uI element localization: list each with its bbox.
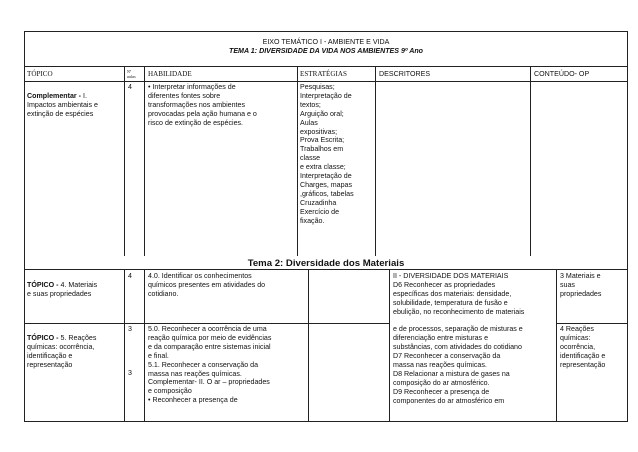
descritor-line: solubilidade, temperatura de fusão e bbox=[393, 299, 508, 307]
descritor-line: substâncias, com atividades do cotidiano bbox=[393, 343, 522, 351]
row3-topico bbox=[27, 325, 123, 370]
header-tema-title: TEMA 1: DIVERSIDADE DA VIDA NOS AMBIENTES 9º Ano bbox=[228, 47, 423, 55]
descritor-line: e de processos, separação de misturas e bbox=[393, 325, 523, 333]
row2-aulas: 4 bbox=[128, 272, 132, 280]
row3-aulas-second: 3 bbox=[128, 369, 132, 377]
header-bottom-border bbox=[24, 66, 628, 67]
row1-topico-text: I. Impactos ambientais e extinção de espécies bbox=[27, 91, 98, 118]
descritor-line: composição do ar atmosférico. bbox=[393, 379, 490, 387]
col-divider-2 bbox=[144, 66, 145, 256]
col-header-aulas: aulas bbox=[127, 74, 136, 79]
columns-bottom-border bbox=[24, 81, 628, 82]
lower-divider-5 bbox=[556, 269, 557, 422]
row2-bottom-border bbox=[24, 323, 389, 324]
lower-divider-2 bbox=[144, 269, 145, 422]
table-bottom-border bbox=[24, 421, 628, 422]
col-header-conteudo: CONTEÚDO- OP bbox=[534, 70, 590, 78]
row1-estrategias: Pesquisas; Interpretação de textos; Arguição oral; Aulas expositivas; Prova Escrita; Trabalhos em classe e extra classe; Interpretação de Charges, mapas ,gráficos, tabelas Cruzadinha Exercício de fixação. bbox=[300, 83, 354, 225]
descritor-line: D9 Reconhecer a presença de bbox=[393, 388, 490, 396]
row2-habilidade: 4.0. Identificar os conhecimentos químicos presentes em atividades do cotidiano. bbox=[148, 272, 266, 298]
row2-topico-text: 4. Materiais e suas propriedades bbox=[27, 280, 98, 298]
lower-divider-4 bbox=[389, 269, 390, 422]
col-header-descritores: DESCRITORES bbox=[379, 70, 431, 78]
col-divider-5 bbox=[530, 66, 531, 256]
descritor-line: específicas dos materiais: densidade, bbox=[393, 290, 512, 298]
descritor-line: componentes do ar atmosférico em bbox=[393, 397, 505, 405]
col-divider-3 bbox=[297, 66, 298, 256]
lower-divider-3 bbox=[308, 269, 309, 422]
row1-aulas: 4 bbox=[128, 83, 132, 91]
row2-topico bbox=[27, 272, 123, 299]
tema2-bottom-border bbox=[24, 269, 628, 270]
descritor-line: D8 Relacionar a mistura de gases na bbox=[393, 370, 510, 378]
table-top-border bbox=[24, 31, 628, 32]
descritor-line: diferenciação entre misturas e bbox=[393, 334, 489, 342]
row3-conteudo: 4 Reações químicas: ocorrência, identificação e representação bbox=[560, 325, 606, 369]
col-divider-1 bbox=[124, 66, 125, 256]
table-left-border bbox=[24, 31, 25, 422]
descritor-line: D6 Reconhecer as propriedades bbox=[393, 281, 496, 289]
row2-bottom-border-right bbox=[556, 323, 628, 324]
col-header-topico: TÓPICO bbox=[27, 70, 53, 78]
row1-topico-label: Complementar - bbox=[27, 91, 81, 100]
row1-habilidade: • Interpretar informações de diferentes fontes sobre transformações nos ambientes provocadas pela ação humana e o risco de extinção de espécies. bbox=[148, 83, 257, 127]
descritor-line: massa nas reações químicas. bbox=[393, 361, 487, 369]
table-right-border bbox=[627, 31, 628, 422]
row2-conteudo: 3 Materiais e suas propriedades bbox=[560, 272, 602, 298]
lower-divider-1 bbox=[124, 269, 125, 422]
col-header-estrategias: ESTRATÉGIAS bbox=[300, 70, 347, 78]
row3-topico-text: 5. Reações químicas: ocorrência, identificação e representação bbox=[27, 333, 97, 369]
row1-topico bbox=[27, 83, 123, 119]
descritor-line: ebulição, no reconhecimento de materiais bbox=[393, 308, 525, 316]
descritor-line: D7 Reconhecer a conservação da bbox=[393, 352, 501, 360]
col-header-aulas-number: Nº bbox=[127, 69, 132, 74]
header-eixo-title: EIXO TEMÁTICO I - AMBIENTE E VIDA bbox=[262, 38, 390, 46]
col-divider-4 bbox=[375, 66, 376, 256]
descritor-line: II - DIVERSIDADE DOS MATERIAIS bbox=[393, 272, 509, 280]
row3-topico-label: TÓPICO - bbox=[27, 333, 59, 342]
row2-topico-label: TÓPICO - bbox=[27, 280, 59, 289]
tema2-title: Tema 2: Diversidade dos Materiais bbox=[247, 258, 405, 269]
col-header-habilidade: HABILIDADE bbox=[148, 70, 192, 78]
row3-aulas-first: 3 bbox=[128, 325, 132, 333]
row3-habilidade: 5.0. Reconhecer a ocorrência de uma reação química por meio de evidências e da comparação entre sistemas inicial e final. 5.1. Reconhecer a conservação da massa nas reações químicas. Complementar- II. O ar – propriedades e composição • Reconhecer a presença de bbox=[148, 325, 272, 405]
